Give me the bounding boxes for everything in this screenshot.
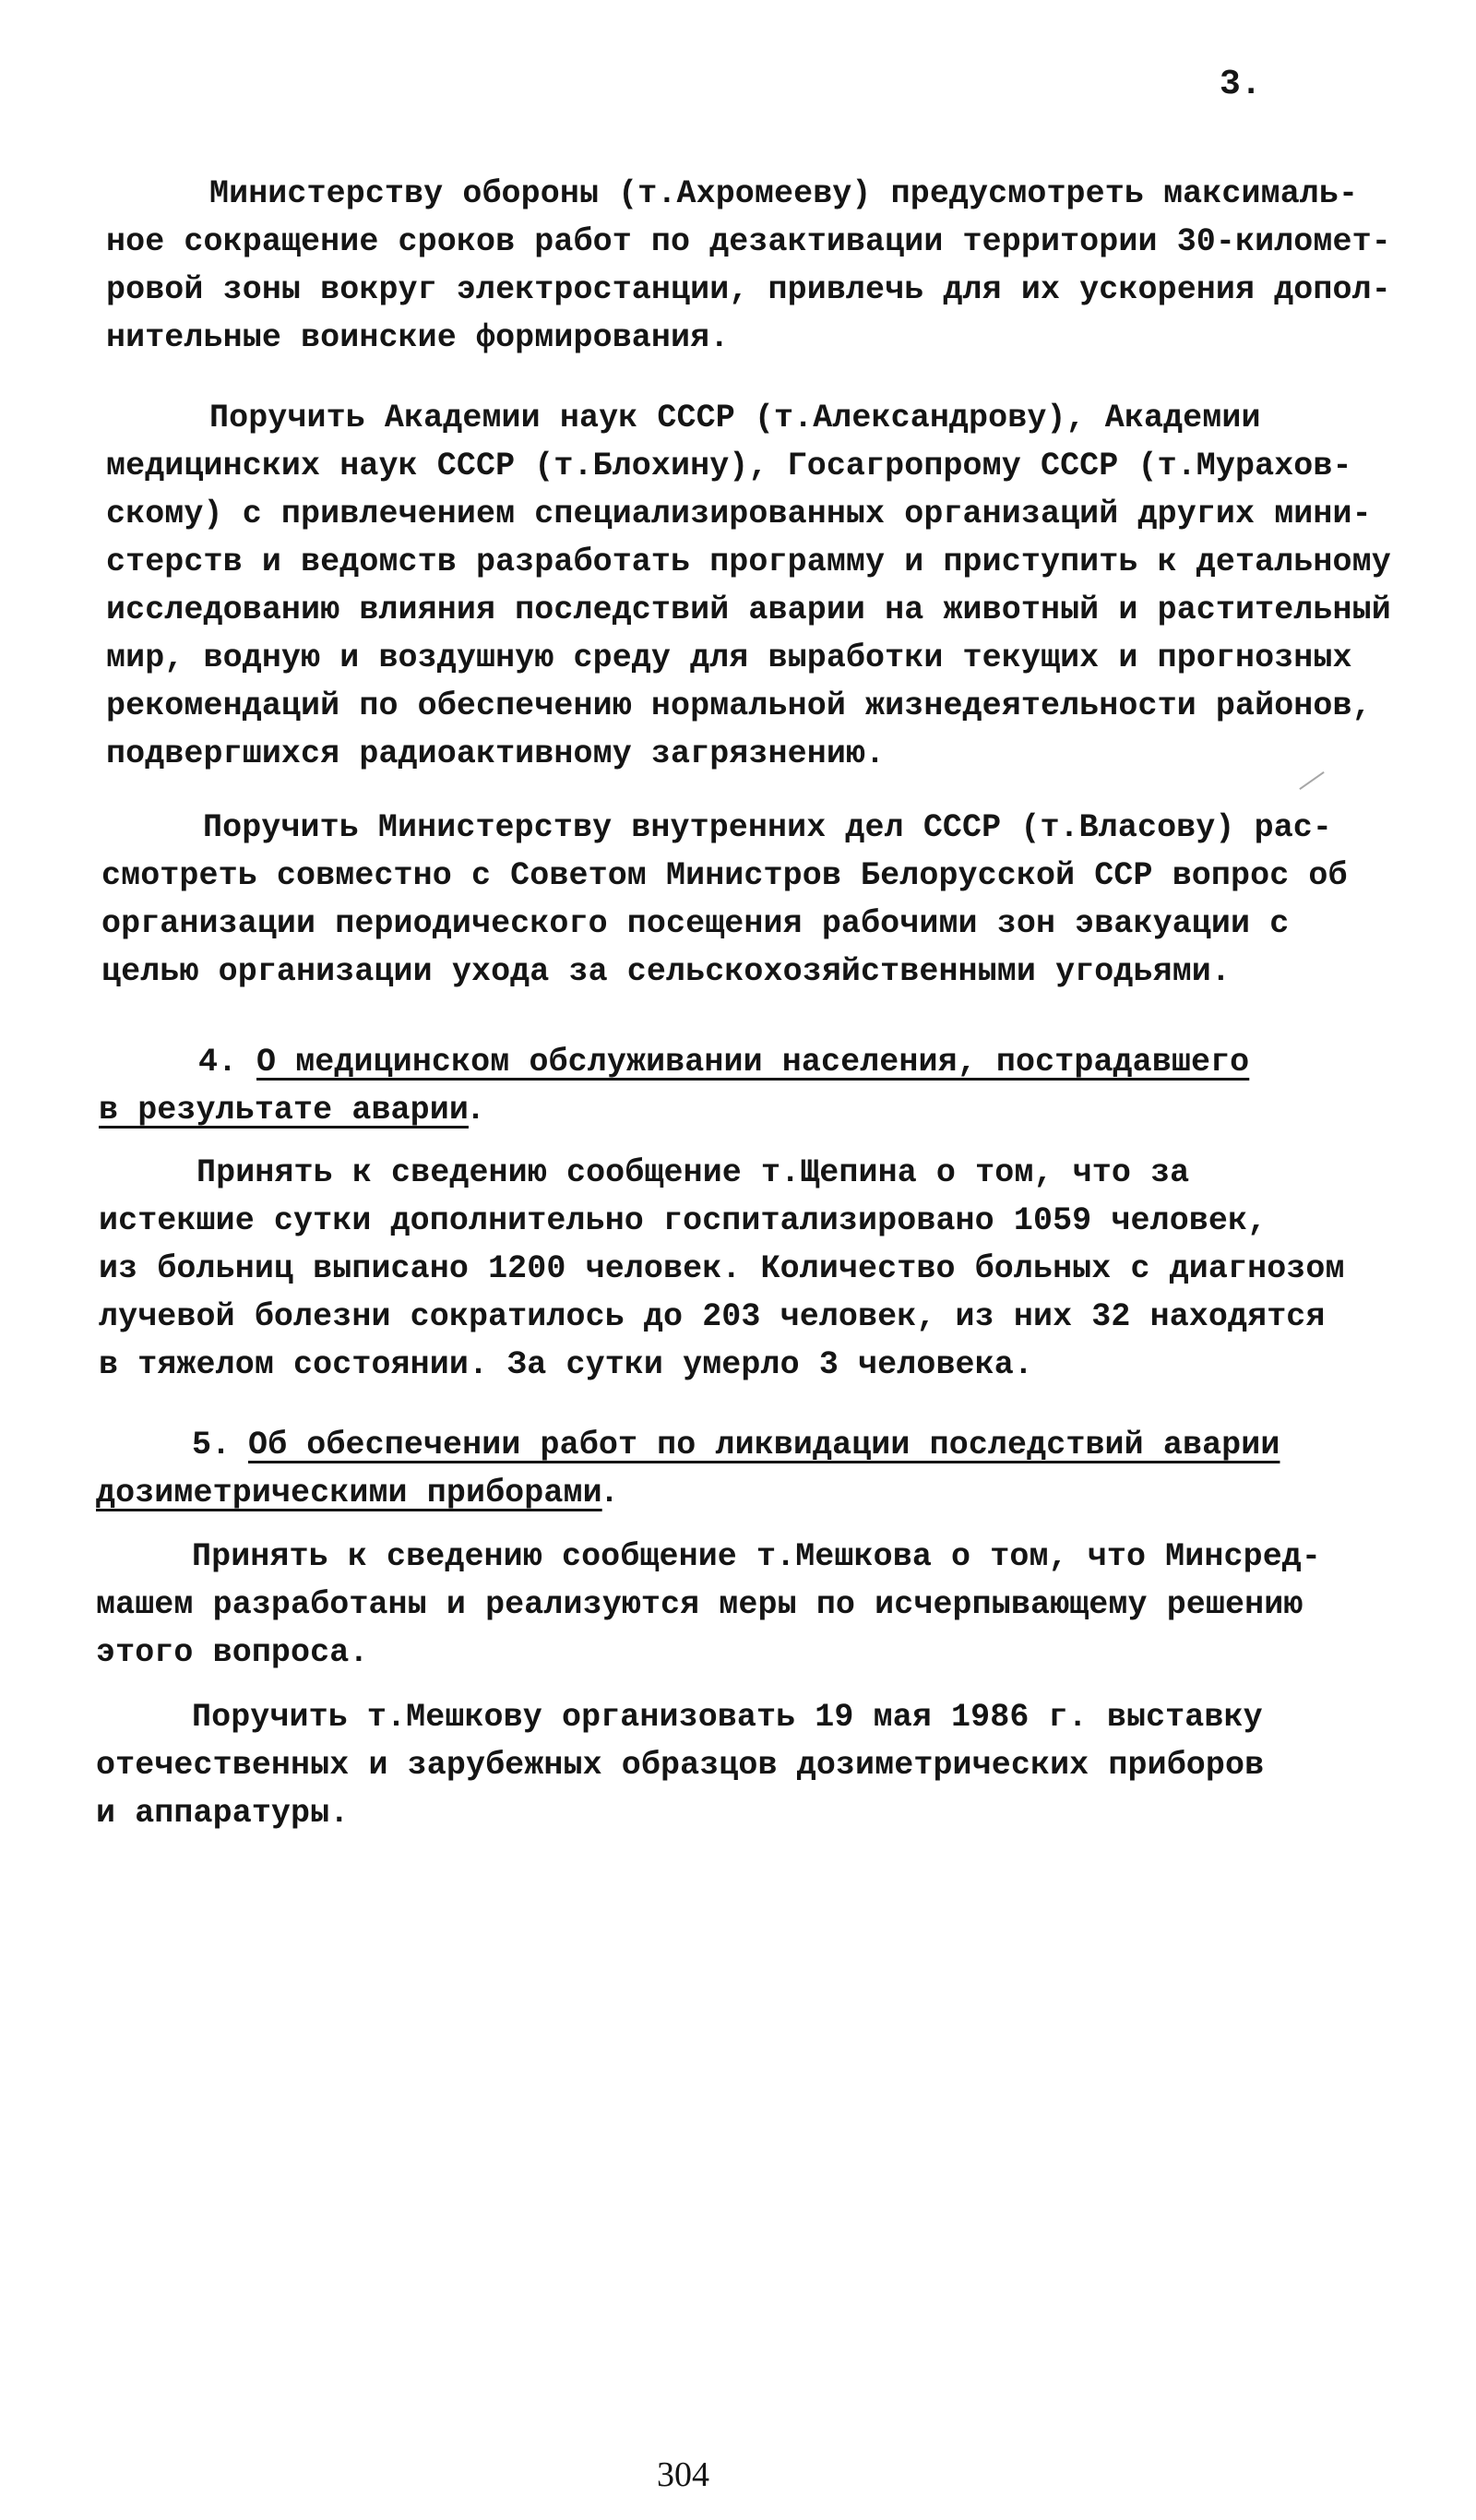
paragraph-2-line-5: исследованию влияния последствий аварии на животный и растительный xyxy=(106,591,1391,628)
paragraph-2-line-6: мир, водную и воздушную среду для выработки текущих и прогнозных xyxy=(106,639,1352,676)
paragraph-2-line-8: подвергшихся радиоактивному загрязнению. xyxy=(106,735,886,772)
paragraph-3-line-4: целью организации ухода за сельскохозяйственными угодьями. xyxy=(101,953,1231,990)
paragraph-4-line-2: истекшие сутки дополнительно госпитализировано 1059 человек, xyxy=(99,1202,1268,1239)
paragraph-2-line-4: стерств и ведомств разработать программу и приступить к детальному xyxy=(106,543,1391,580)
paragraph-2-line-1: Поручить Академии наук СССР (т.Александрову), Академии xyxy=(209,400,1261,436)
footer-page-number: 304 xyxy=(657,2455,709,2494)
paragraph-2-line-7: рекомендаций по обеспечению нормальной жизнедеятельности районов, xyxy=(106,687,1372,724)
top-page-number: 3. xyxy=(1220,65,1262,104)
paragraph-4-line-4: лучевой болезни сократилось до 203 человек, из них 32 находятся xyxy=(99,1298,1326,1335)
section-5-heading-period: . xyxy=(600,1475,620,1511)
paragraph-2-line-3: скому) с привлечением специализированных организаций других мини- xyxy=(106,496,1372,532)
paragraph-3-line-1: Поручить Министерству внутренних дел СССР (т.Власову) рас- xyxy=(203,809,1332,846)
paragraph-6-line-3: и аппаратуры. xyxy=(96,1795,350,1832)
paragraph-1-line-1: Министерству обороны (т.Ахромееву) предусмотреть максималь- xyxy=(209,175,1359,212)
section-5-heading-line-1: Об обеспечении работ по ликвидации последствий аварии xyxy=(248,1427,1280,1463)
paragraph-6-line-1: Поручить т.Мешкову организовать 19 мая 1986 г. выставку xyxy=(192,1699,1263,1736)
paragraph-1-line-3: ровой зоны вокруг электростанции, привлечь для их ускорения допол- xyxy=(106,271,1391,308)
section-4-number: 4. xyxy=(198,1044,238,1081)
paragraph-5-line-3: этого вопроса. xyxy=(96,1634,369,1671)
paragraph-1-line-2: ное сокращение сроков работ по дезактивации территории 30-километ- xyxy=(106,223,1391,260)
scan-mark xyxy=(1299,771,1324,790)
section-4-heading-line-2: в результате аварии xyxy=(99,1092,469,1129)
paragraph-5-line-2: машем разработаны и реализуются меры по исчерпывающему решению xyxy=(96,1586,1303,1623)
paragraph-5-line-1: Принять к сведению сообщение т.Мешкова о том, что Минсред- xyxy=(192,1538,1321,1575)
section-5-number: 5. xyxy=(192,1427,232,1463)
paragraph-4-line-3: из больниц выписано 1200 человек. Количество больных с диагнозом xyxy=(99,1250,1345,1287)
paragraph-6-line-2: отечественных и зарубежных образцов дозиметрических приборов xyxy=(96,1747,1265,1784)
paragraph-4-line-5: в тяжелом состоянии. За сутки умерло 3 человека. xyxy=(99,1346,1033,1383)
paragraph-3-line-2: смотреть совместно с Советом Министров Белорусской ССР вопрос об xyxy=(101,857,1348,894)
paragraph-4-line-1: Принять к сведению сообщение т.Щепина о том, что за xyxy=(196,1154,1190,1191)
section-4-heading-line-1: О медицинском обслуживании населения, пострадавшего xyxy=(256,1044,1250,1081)
paragraph-1-line-4: нительные воинские формирования. xyxy=(106,319,730,356)
paragraph-2-line-2: медицинских наук СССР (т.Блохину), Госагропрому СССР (т.Мурахов- xyxy=(106,448,1352,484)
paragraph-3-line-3: организации периодического посещения рабочими зон эвакуации с xyxy=(101,905,1290,942)
section-4-heading-period: . xyxy=(466,1092,486,1129)
section-5-heading-line-2: дозиметрическими приборами xyxy=(96,1475,602,1511)
